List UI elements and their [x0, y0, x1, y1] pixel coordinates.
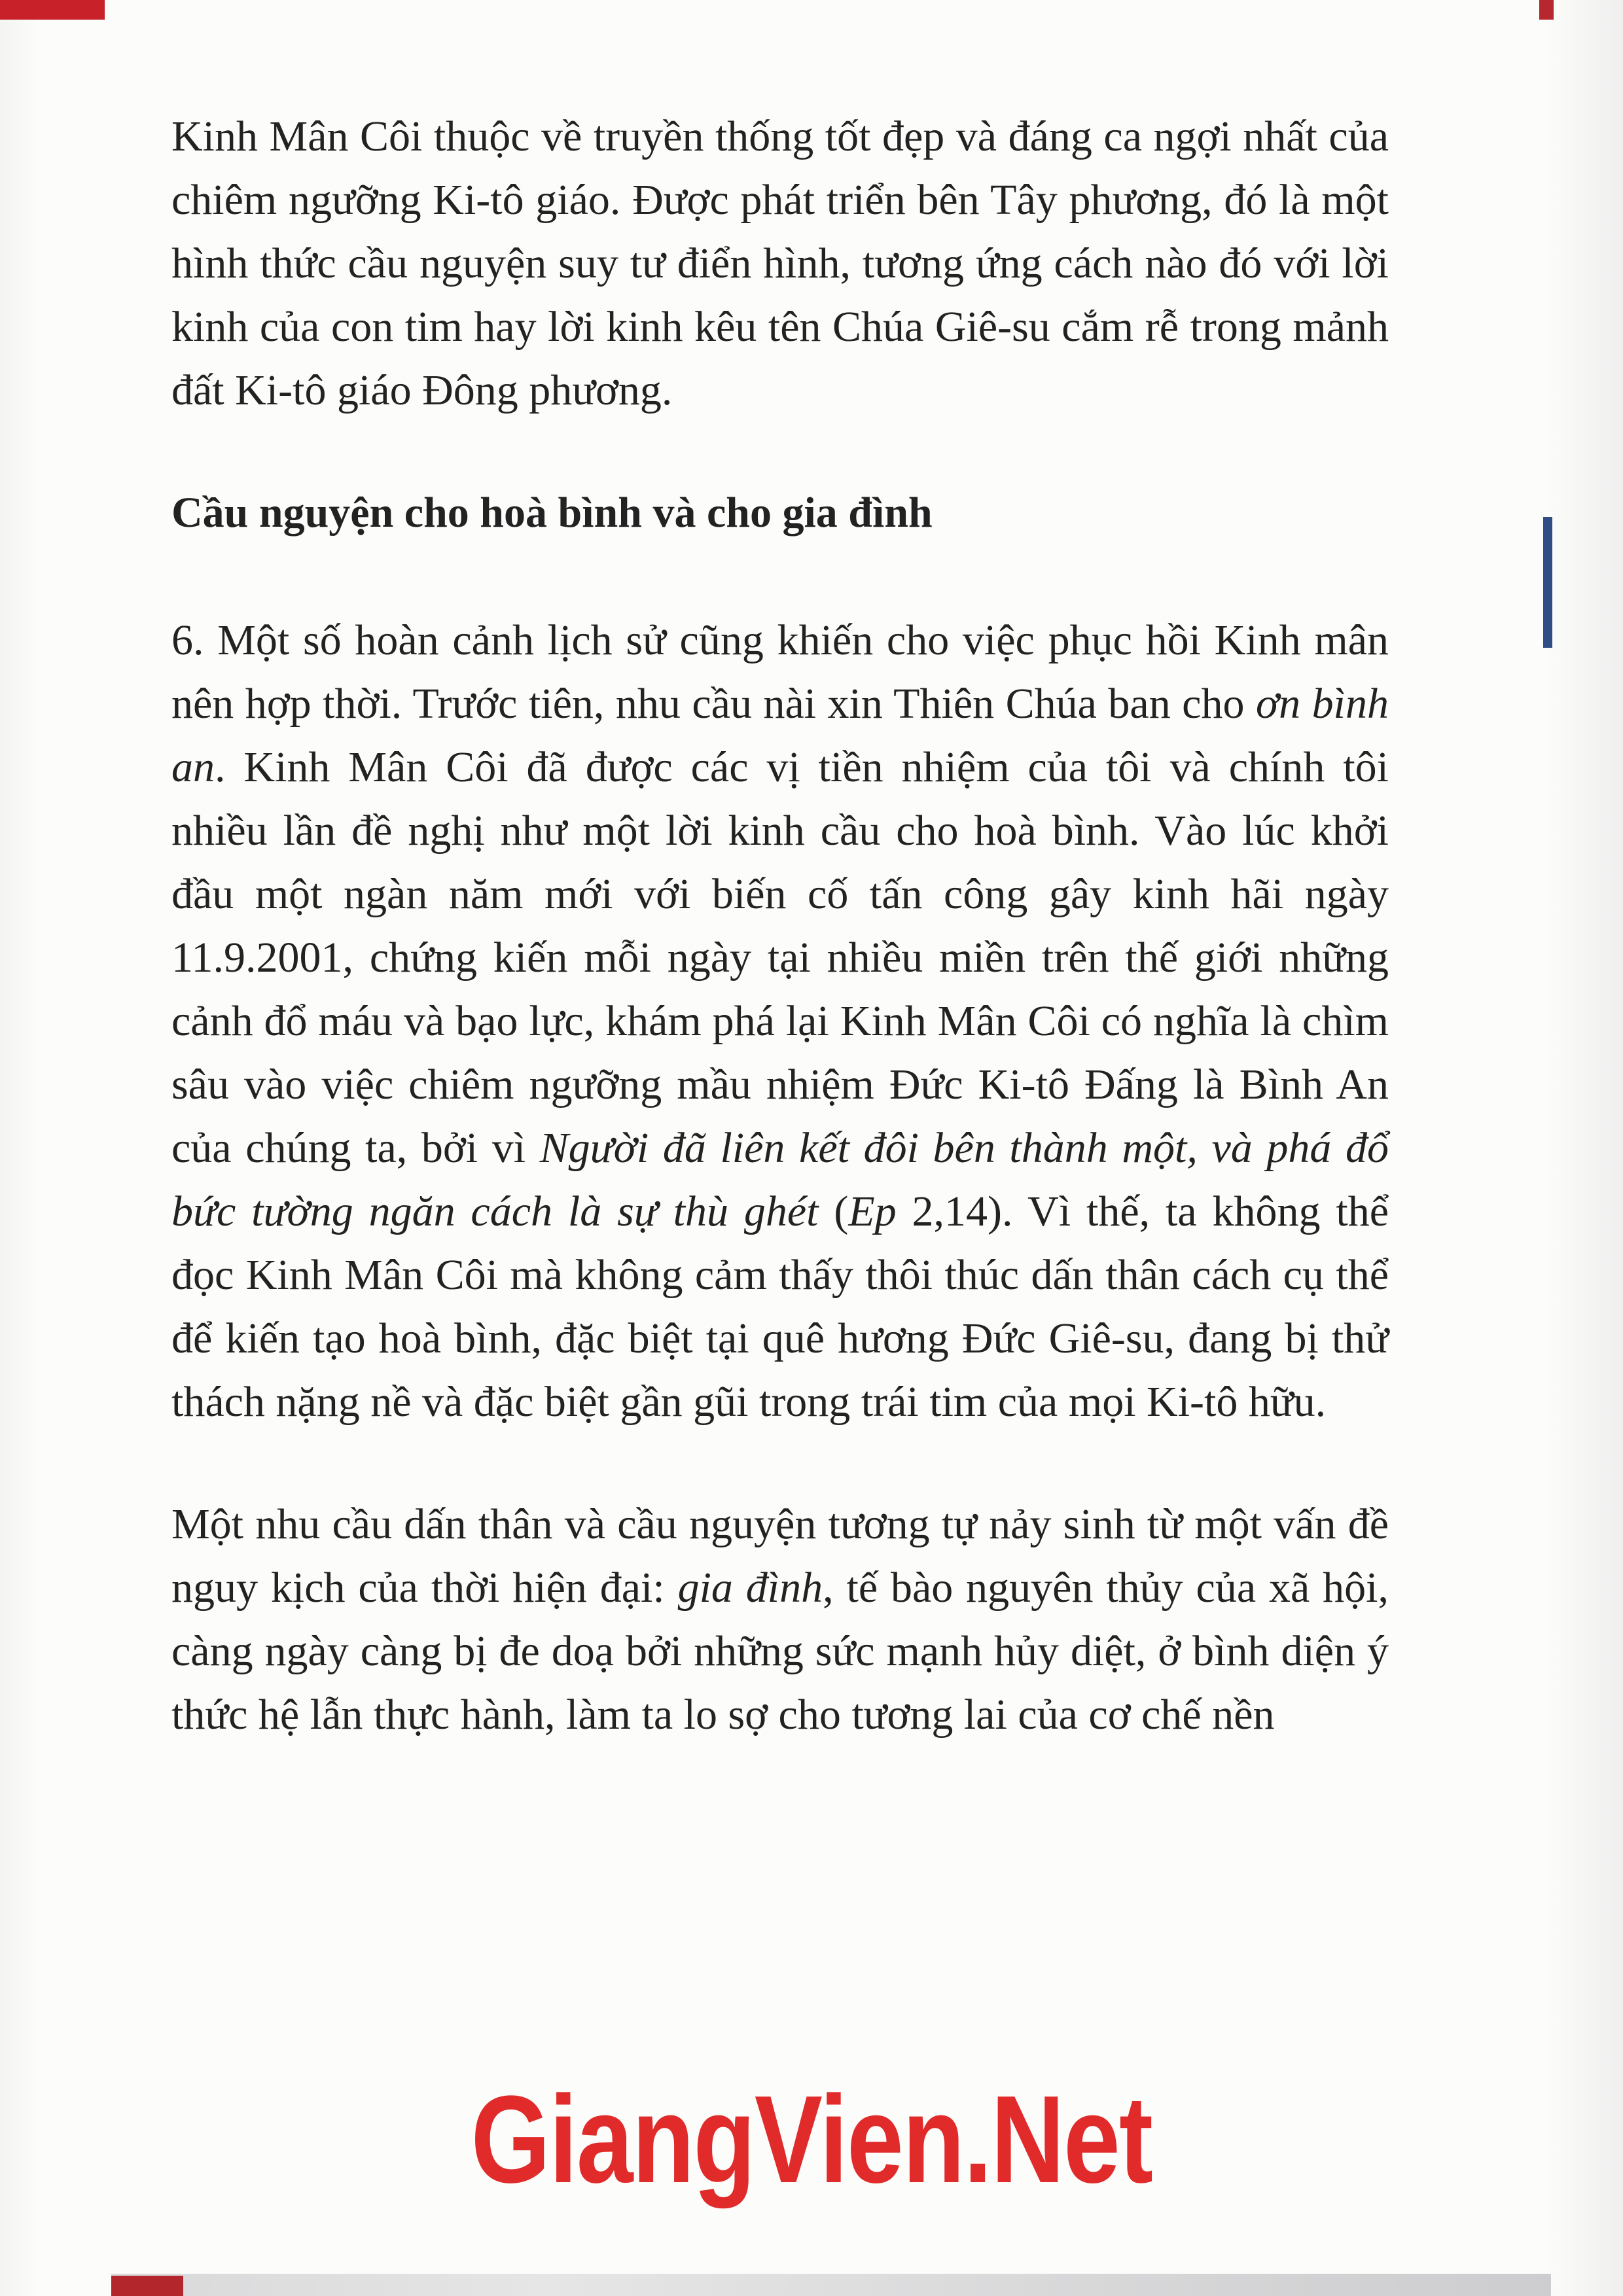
scan-edge-strip — [111, 2274, 1551, 2296]
paragraph-6: 6. Một số hoàn cảnh lịch sử cũng khiến cho việc phục hồi Kinh mân nên hợp thời. Trước tiên, nhu cầu nài xin Thiên Chúa ban cho ơn bình an. Kinh Mân Côi đã được các vị tiền nhiệm của tôi và chính tôi nhiều lần đề nghị như một lời kinh cầu cho hoà bình. Vào lúc khởi đầu một ngàn năm mới với biến cố tấn công gây kinh hãi ngày 11.9.2001, chứng kiến mỗi ngày tại nhiều miền trên thế giới những cảnh đổ máu và bạo lực, khám phá lại Kinh Mân Côi có nghĩa là chìm sâu vào việc chiêm ngưỡng mầu nhiệm Đức Ki-tô Đấng là Bình An của chúng ta, bởi vì Người đã liên kết đôi bên thành một, và phá đổ bức tường ngăn cách là sự thù ghét (Ep 2,14). Vì thế, ta không thể đọc Kinh Mân Côi mà không cảm thấy thôi thúc dấn thân cách cụ thể để kiến tạo hoà bình, đặc biệt tại quê hương Đức Giê-su, đang bị thử thách nặng nề và đặc biệt gần gũi trong trái tim của mọi Ki-tô hữu. — [171, 616, 1389, 1426]
page-edge-shadow-left — [0, 0, 39, 2296]
page-edge-shadow-right — [1544, 0, 1623, 2296]
scan-edge-mark — [0, 0, 105, 20]
emphasis: Người đã liên kết đôi bên thành một, và phá đổ bức tường ngăn cách là sự thù ghét — [171, 1124, 1389, 1235]
scan-edge-mark — [1539, 0, 1554, 20]
emphasis: Ep — [848, 1188, 897, 1235]
emphasis: ơn bình an — [171, 680, 1389, 791]
scan-edge-mark — [111, 2276, 183, 2296]
watermark-text: GiangVien.Net — [471, 2070, 1152, 2209]
emphasis: gia đình — [677, 1564, 823, 1612]
paragraph-intro: Kinh Mân Côi thuộc về truyền thống tốt đẹp và đáng ca ngợi nhất của chiêm ngưỡng Ki-tô giáo. Được phát triển bên Tây phương, đó là một hình thức cầu nguyện suy tư điển hình, tương ứng cách nào đó với lời kinh của con tim hay lời kinh kêu tên Chúa Giê-su cắm rễ trong mảnh đất Ki-tô giáo Đông phương. — [171, 113, 1389, 414]
section-heading: Cầu nguyện cho hoà bình và cho gia đình — [171, 489, 933, 537]
paragraph-7: Một nhu cầu dấn thân và cầu nguyện tương tự nảy sinh từ một vấn đề nguy kịch của thời hiện đại: gia đình, tế bào nguyên thủy của xã hội, càng ngày càng bị đe doạ bởi những sức mạnh hủy diệt, ở bình diện ý thức hệ lẫn thực hành, làm ta lo sợ cho tương lai của cơ chế nền — [171, 1500, 1389, 1739]
body-text — [171, 105, 1389, 1746]
scan-edge-mark — [1543, 517, 1552, 648]
